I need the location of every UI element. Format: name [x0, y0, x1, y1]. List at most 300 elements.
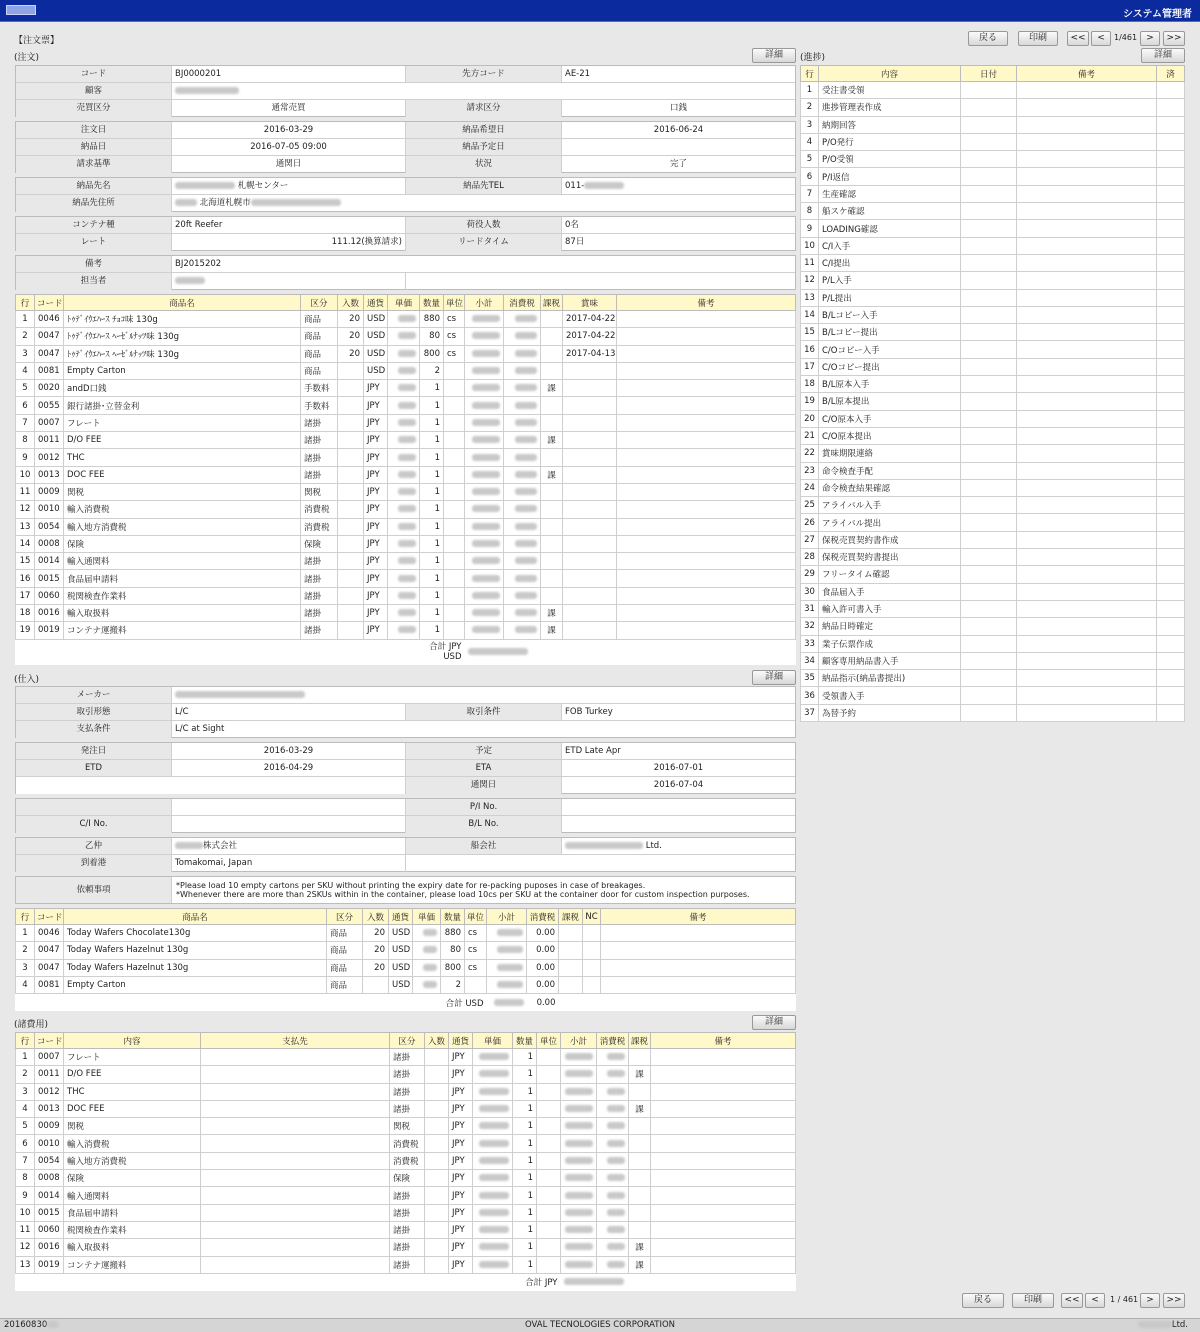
first-page-button-bottom[interactable]: << — [1061, 1293, 1083, 1308]
table-cell — [504, 553, 541, 570]
progress-cell[interactable] — [1157, 531, 1185, 548]
table-cell — [473, 1170, 513, 1187]
progress-cell[interactable] — [1157, 289, 1185, 306]
progress-cell[interactable] — [961, 289, 1017, 306]
redacted-value — [515, 367, 537, 374]
progress-cell[interactable] — [961, 652, 1017, 669]
progress-cell[interactable] — [961, 531, 1017, 548]
container-block — [15, 216, 796, 251]
progress-cell[interactable] — [1017, 376, 1157, 393]
order-detail-button[interactable]: 詳細 — [752, 48, 796, 63]
col-header: 小計 — [487, 909, 527, 925]
progress-cell[interactable] — [961, 151, 1017, 168]
progress-row[interactable] — [801, 237, 1185, 254]
col-header: 商品名 — [64, 295, 301, 311]
progress-row[interactable] — [801, 116, 1185, 133]
delivery-plan-label: 納品予定日 — [406, 139, 562, 155]
table-cell — [504, 380, 541, 397]
progress-cell[interactable] — [1017, 203, 1157, 220]
table-cell — [583, 925, 601, 942]
progress-cell[interactable] — [961, 376, 1017, 393]
progress-cell[interactable] — [1157, 82, 1185, 99]
table-cell — [629, 1170, 651, 1187]
progress-cell[interactable] — [1017, 185, 1157, 202]
table-cell: 9 — [16, 1187, 35, 1204]
progress-row[interactable] — [801, 254, 1185, 271]
progress-row[interactable] — [801, 704, 1185, 721]
progress-row[interactable] — [801, 687, 1185, 704]
progress-cell[interactable] — [961, 393, 1017, 410]
table-cell — [338, 380, 364, 397]
progress-cell[interactable] — [961, 497, 1017, 514]
progress-row[interactable] — [801, 462, 1185, 479]
table-cell: 関税 — [64, 483, 301, 500]
redacted-value — [607, 1261, 625, 1268]
progress-cell[interactable] — [1157, 479, 1185, 496]
progress-row[interactable] — [801, 203, 1185, 220]
table-cell: USD — [389, 925, 413, 942]
progress-cell[interactable] — [961, 306, 1017, 323]
progress-cell[interactable] — [961, 479, 1017, 496]
redacted-value — [398, 367, 416, 374]
progress-row[interactable] — [801, 583, 1185, 600]
progress-cell[interactable] — [1017, 99, 1157, 116]
redacted-value — [515, 471, 537, 478]
progress-cell[interactable] — [1017, 168, 1157, 185]
progress-cell[interactable] — [1157, 133, 1185, 150]
table-cell — [537, 1170, 561, 1187]
table-cell: 0.00 — [527, 942, 559, 959]
progress-cell[interactable] — [1157, 324, 1185, 341]
progress-row[interactable] — [801, 566, 1185, 583]
progress-cell[interactable] — [961, 514, 1017, 531]
progress-cell[interactable] — [1157, 445, 1185, 462]
prev-page-button-bottom[interactable]: < — [1085, 1293, 1105, 1308]
redacted-value — [515, 384, 537, 391]
table-cell — [617, 587, 796, 604]
progress-row[interactable] — [801, 635, 1185, 652]
table-cell — [541, 483, 563, 500]
progress-row-number: 9 — [801, 220, 819, 237]
progress-cell[interactable] — [1157, 254, 1185, 271]
col-header: 単価 — [473, 1033, 513, 1049]
progress-cell[interactable] — [961, 549, 1017, 566]
progress-cell[interactable] — [1157, 635, 1185, 652]
table-row — [16, 380, 796, 397]
table-cell — [617, 501, 796, 518]
table-cell: 1 — [420, 518, 444, 535]
progress-cell[interactable] — [961, 133, 1017, 150]
table-cell: JPY — [364, 397, 388, 414]
progress-cell[interactable] — [1157, 220, 1185, 237]
progress-row[interactable] — [801, 168, 1185, 185]
progress-cell[interactable] — [1017, 462, 1157, 479]
progress-cell[interactable] — [1157, 687, 1185, 704]
redacted-value — [398, 471, 416, 478]
col-header: 済 — [1157, 66, 1185, 82]
progress-item: 命令検査手配 — [819, 462, 961, 479]
table-cell: 1 — [513, 1118, 537, 1135]
progress-row[interactable] — [801, 151, 1185, 168]
table-row — [16, 1118, 796, 1135]
progress-row[interactable] — [801, 289, 1185, 306]
table-cell — [597, 1204, 629, 1221]
table-cell — [559, 959, 583, 976]
last-page-button-bottom[interactable]: >> — [1163, 1293, 1185, 1308]
progress-cell[interactable] — [1157, 514, 1185, 531]
prev-page-button[interactable]: < — [1091, 31, 1111, 46]
progress-cell[interactable] — [1017, 410, 1157, 427]
progress-row[interactable] — [801, 358, 1185, 375]
progress-cell[interactable] — [1017, 427, 1157, 444]
progress-cell[interactable] — [1017, 254, 1157, 271]
col-header: 小計 — [561, 1033, 597, 1049]
table-cell: 商品 — [301, 311, 338, 328]
table-cell: 商品 — [301, 362, 338, 379]
progress-cell[interactable] — [961, 427, 1017, 444]
progress-cell[interactable] — [1157, 358, 1185, 375]
table-cell: 10 — [16, 1204, 35, 1221]
progress-cell[interactable] — [1017, 272, 1157, 289]
table-row — [16, 1066, 796, 1083]
progress-cell[interactable] — [1017, 289, 1157, 306]
order-date-label: 注文日 — [16, 122, 172, 138]
table-cell: 1 — [513, 1100, 537, 1117]
print-button-bottom[interactable]: 印刷 — [1012, 1293, 1054, 1308]
table-cell — [629, 1221, 651, 1238]
progress-row[interactable] — [801, 652, 1185, 669]
table-cell — [338, 449, 364, 466]
progress-row-number: 19 — [801, 393, 819, 410]
progress-cell[interactable] — [1017, 82, 1157, 99]
progress-row[interactable] — [801, 324, 1185, 341]
table-cell: ﾄｩﾃﾞｲｳｴﾊｰｽ ﾍｰｾﾞﾙﾅｯﾂ味 130g — [64, 345, 301, 362]
progress-cell[interactable] — [1017, 341, 1157, 358]
purchase-detail-button[interactable]: 詳細 — [752, 670, 796, 685]
progress-row[interactable] — [801, 445, 1185, 462]
redacted-value — [472, 471, 500, 478]
redacted-value — [398, 592, 416, 599]
table-cell — [563, 466, 617, 483]
progress-cell[interactable] — [1017, 670, 1157, 687]
table-cell — [651, 1152, 796, 1169]
table-cell: 諸掛 — [301, 622, 338, 639]
progress-row[interactable] — [801, 514, 1185, 531]
progress-cell[interactable] — [1017, 393, 1157, 410]
table-cell: 11 — [16, 1221, 35, 1238]
table-cell: 1 — [513, 1135, 537, 1152]
table-row — [16, 397, 796, 414]
table-cell — [563, 587, 617, 604]
footer-right: Ltd. — [1138, 1320, 1188, 1330]
table-cell: 商品 — [301, 345, 338, 362]
table-cell: D/O FEE — [64, 432, 301, 449]
table-cell — [388, 311, 420, 328]
progress-row[interactable] — [801, 341, 1185, 358]
progress-cell[interactable] — [1017, 151, 1157, 168]
table-cell — [651, 1187, 796, 1204]
progress-item: 受注書受領 — [819, 82, 961, 99]
progress-cell[interactable] — [1157, 116, 1185, 133]
first-page-button[interactable]: << — [1067, 31, 1089, 46]
table-row — [16, 1256, 796, 1273]
progress-cell[interactable] — [1157, 670, 1185, 687]
progress-cell[interactable] — [1157, 237, 1185, 254]
progress-cell[interactable] — [961, 583, 1017, 600]
progress-cell[interactable] — [961, 687, 1017, 704]
dest-code-value: AE-21 — [565, 69, 591, 79]
table-cell — [617, 397, 796, 414]
progress-cell[interactable] — [961, 566, 1017, 583]
table-cell — [201, 1256, 390, 1273]
table-cell: 1 — [420, 553, 444, 570]
progress-cell[interactable] — [961, 82, 1017, 99]
progress-row[interactable] — [801, 549, 1185, 566]
progress-cell[interactable] — [1157, 393, 1185, 410]
redacted-value — [515, 350, 537, 357]
progress-cell[interactable] — [961, 168, 1017, 185]
col-header: 課税 — [629, 1033, 651, 1049]
progress-cell[interactable] — [1157, 652, 1185, 669]
progress-cell[interactable] — [1017, 704, 1157, 721]
progress-row[interactable] — [801, 670, 1185, 687]
progress-cell[interactable] — [1157, 151, 1185, 168]
table-cell: 0013 — [35, 1100, 64, 1117]
progress-cell[interactable] — [961, 462, 1017, 479]
table-cell: cs — [444, 311, 465, 328]
app-logo — [6, 5, 36, 15]
table-cell — [617, 570, 796, 587]
progress-item: P/L入手 — [819, 272, 961, 289]
progress-cell[interactable] — [961, 203, 1017, 220]
table-cell: 保険 — [390, 1170, 425, 1187]
progress-detail-button[interactable]: 詳細 — [1141, 48, 1185, 63]
progress-cell[interactable] — [1157, 549, 1185, 566]
progress-cell[interactable] — [1017, 324, 1157, 341]
progress-cell[interactable] — [1157, 410, 1185, 427]
progress-row[interactable] — [801, 497, 1185, 514]
progress-row[interactable] — [801, 306, 1185, 323]
progress-cell[interactable] — [961, 445, 1017, 462]
progress-cell[interactable] — [961, 635, 1017, 652]
progress-row[interactable] — [801, 410, 1185, 427]
progress-cell[interactable] — [961, 341, 1017, 358]
progress-row[interactable] — [801, 82, 1185, 99]
progress-cell[interactable] — [1017, 514, 1157, 531]
progress-row[interactable] — [801, 427, 1185, 444]
col-header: 単価 — [413, 909, 441, 925]
progress-cell[interactable] — [961, 704, 1017, 721]
progress-cell[interactable] — [961, 99, 1017, 116]
progress-row[interactable] — [801, 618, 1185, 635]
progress-cell[interactable] — [961, 272, 1017, 289]
progress-cell[interactable] — [1017, 566, 1157, 583]
progress-cell[interactable] — [1017, 133, 1157, 150]
table-cell: Today Wafers Hazelnut 130g — [64, 959, 327, 976]
progress-cell[interactable] — [961, 254, 1017, 271]
progress-cell[interactable] — [1157, 497, 1185, 514]
progress-row[interactable] — [801, 600, 1185, 617]
progress-cell[interactable] — [961, 670, 1017, 687]
table-cell: 2017-04-22 — [563, 311, 617, 328]
page-title: 【注文票】 — [14, 36, 60, 46]
table-cell: 諸掛 — [301, 553, 338, 570]
print-button[interactable]: 印刷 — [1018, 31, 1058, 46]
table-cell — [201, 1066, 390, 1083]
progress-cell[interactable] — [1157, 427, 1185, 444]
back-button[interactable]: 戻る — [968, 31, 1008, 46]
table-cell: 13 — [16, 518, 35, 535]
progress-cell[interactable] — [1157, 306, 1185, 323]
table-cell — [338, 570, 364, 587]
progress-cell[interactable] — [1017, 531, 1157, 548]
progress-cell[interactable] — [1017, 445, 1157, 462]
progress-cell[interactable] — [961, 220, 1017, 237]
table-cell — [473, 1049, 513, 1066]
redacted-value — [398, 488, 416, 495]
trade-form-label: 取引形態 — [16, 704, 172, 720]
dest-tel-label: 納品先TEL — [406, 178, 562, 194]
table-cell — [561, 1256, 597, 1273]
table-cell: 諸掛 — [301, 414, 338, 431]
table-cell — [617, 432, 796, 449]
table-cell — [504, 466, 541, 483]
redacted-value — [423, 929, 437, 936]
progress-cell[interactable] — [1017, 600, 1157, 617]
table-cell: フレート — [64, 1049, 201, 1066]
progress-cell[interactable] — [1017, 549, 1157, 566]
progress-row[interactable] — [801, 272, 1185, 289]
table-cell: 諸掛 — [301, 466, 338, 483]
progress-cell[interactable] — [1157, 462, 1185, 479]
progress-row[interactable] — [801, 99, 1185, 116]
progress-cell[interactable] — [1017, 306, 1157, 323]
progress-cell[interactable] — [1017, 635, 1157, 652]
progress-cell[interactable] — [961, 185, 1017, 202]
progress-cell[interactable] — [1017, 652, 1157, 669]
table-cell — [563, 380, 617, 397]
progress-cell[interactable] — [1157, 618, 1185, 635]
progress-cell[interactable] — [1017, 116, 1157, 133]
remarks-block — [15, 255, 796, 290]
progress-cell[interactable] — [1157, 704, 1185, 721]
expenses-detail-button[interactable]: 詳細 — [752, 1015, 796, 1030]
progress-cell[interactable] — [1157, 583, 1185, 600]
progress-cell[interactable] — [961, 116, 1017, 133]
progress-cell[interactable] — [1157, 203, 1185, 220]
table-cell: JPY — [364, 622, 388, 639]
last-page-button[interactable]: >> — [1163, 31, 1185, 46]
progress-cell[interactable] — [1017, 497, 1157, 514]
progress-cell[interactable] — [1157, 376, 1185, 393]
table-cell: USD — [389, 976, 413, 993]
progress-row[interactable] — [801, 376, 1185, 393]
back-button-bottom[interactable]: 戻る — [962, 1293, 1004, 1308]
progress-row-number: 37 — [801, 704, 819, 721]
progress-row[interactable] — [801, 479, 1185, 496]
table-cell: 20 — [363, 925, 389, 942]
progress-cell[interactable] — [961, 618, 1017, 635]
table-cell — [465, 587, 504, 604]
progress-row-number: 24 — [801, 479, 819, 496]
table-cell — [201, 1239, 390, 1256]
table-cell — [629, 1204, 651, 1221]
progress-row[interactable] — [801, 393, 1185, 410]
next-page-button-bottom[interactable]: > — [1140, 1293, 1160, 1308]
progress-row[interactable] — [801, 133, 1185, 150]
progress-cell[interactable] — [1157, 272, 1185, 289]
table-cell — [473, 1187, 513, 1204]
redacted-value — [479, 1243, 509, 1250]
ci-value — [172, 816, 406, 833]
col-header: 単価 — [388, 295, 420, 311]
maker-label: メーカー — [16, 687, 172, 703]
progress-cell[interactable] — [961, 410, 1017, 427]
table-cell — [629, 1118, 651, 1135]
progress-cell[interactable] — [1017, 583, 1157, 600]
progress-cell[interactable] — [1157, 185, 1185, 202]
table-cell — [444, 449, 465, 466]
progress-row[interactable] — [801, 185, 1185, 202]
table-cell: 関税 — [301, 483, 338, 500]
table-cell — [338, 518, 364, 535]
col-header: 通貨 — [449, 1033, 473, 1049]
table-cell — [563, 570, 617, 587]
progress-cell[interactable] — [1017, 687, 1157, 704]
progress-cell[interactable] — [1157, 341, 1185, 358]
redacted-value — [479, 1140, 509, 1147]
progress-cell[interactable] — [961, 237, 1017, 254]
table-cell — [651, 1049, 796, 1066]
progress-row-number: 6 — [801, 168, 819, 185]
progress-cell[interactable] — [1157, 99, 1185, 116]
purchase-items-table — [15, 908, 796, 1011]
progress-cell[interactable] — [1017, 479, 1157, 496]
progress-cell[interactable] — [961, 600, 1017, 617]
progress-cell[interactable] — [1157, 168, 1185, 185]
progress-row-number: 13 — [801, 289, 819, 306]
plan-label: 予定 — [406, 743, 562, 759]
progress-row[interactable] — [801, 531, 1185, 548]
progress-cell[interactable] — [1017, 358, 1157, 375]
table-cell — [338, 622, 364, 639]
table-cell: 商品 — [327, 942, 363, 959]
table-cell — [504, 414, 541, 431]
next-page-button[interactable]: > — [1140, 31, 1160, 46]
progress-cell[interactable] — [961, 358, 1017, 375]
table-cell — [617, 605, 796, 622]
col-header: 消費税 — [527, 909, 559, 925]
table-cell — [444, 553, 465, 570]
col-header: 区分 — [390, 1033, 425, 1049]
progress-cell[interactable] — [1017, 237, 1157, 254]
progress-item: B/L原本入手 — [819, 376, 961, 393]
progress-cell[interactable] — [1157, 600, 1185, 617]
progress-cell[interactable] — [1017, 618, 1157, 635]
table-cell: 1 — [513, 1256, 537, 1273]
progress-cell[interactable] — [1157, 566, 1185, 583]
table-row — [16, 1152, 796, 1169]
table-cell — [487, 959, 527, 976]
table-cell — [487, 976, 527, 993]
customer-value — [172, 83, 795, 99]
progress-cell[interactable] — [961, 324, 1017, 341]
table-cell: 17 — [16, 587, 35, 604]
progress-row[interactable] — [801, 220, 1185, 237]
maker-value — [172, 687, 795, 703]
table-cell: 食品届申請料 — [64, 1204, 201, 1221]
progress-cell[interactable] — [1017, 220, 1157, 237]
